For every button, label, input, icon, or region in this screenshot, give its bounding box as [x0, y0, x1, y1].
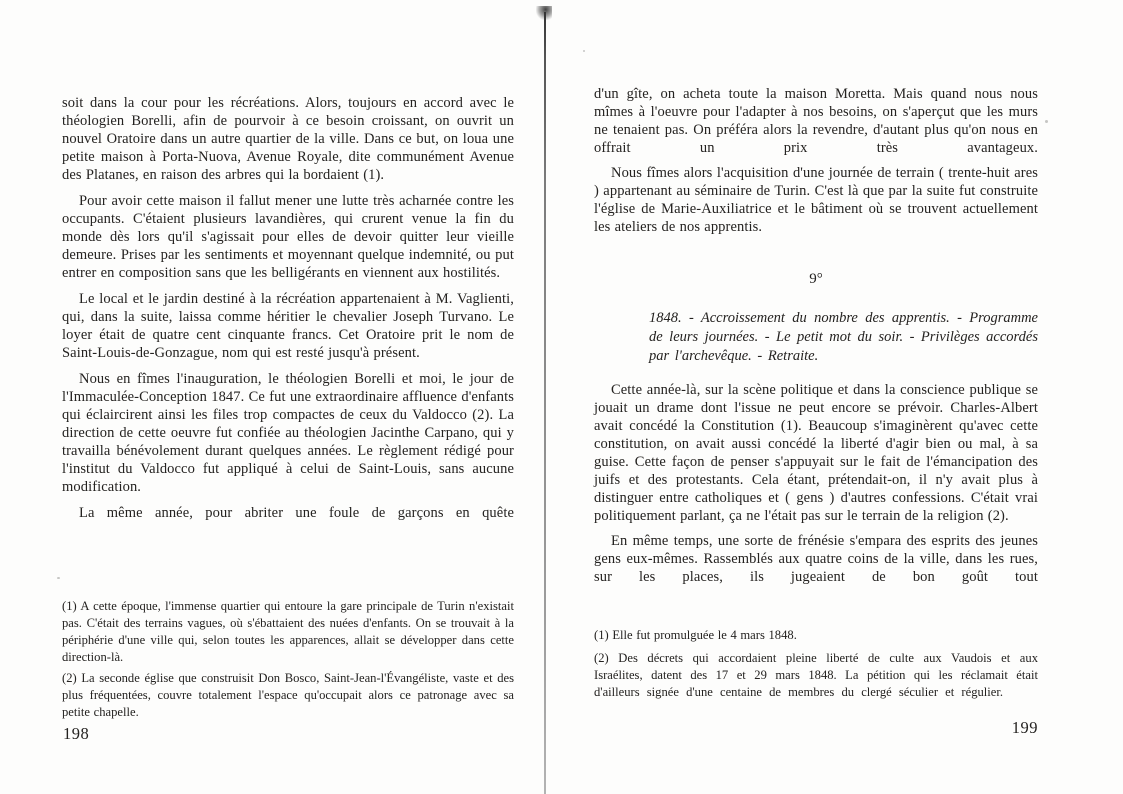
paragraph: Nous en fîmes l'inauguration, le théologien Borelli et moi, le jour de l'Immaculée-Conception 1847. Ce fut une extraordinaire affluence d'enfants qui éclaircirent ainsi les files trop compactes de ceux du Valdocco (2). La direction de cette oeuvre fut confiée au théologien Jacinthe Carpano, qui y travailla bénévolement durant quelques années. Le règlement rédigé pour l'institut du Valdocco fut appliqué à celui de Saint-Louis, sans aucune modification.	[62, 371, 514, 495]
paragraph: Nous fîmes alors l'acquisition d'une journée de terrain ( trente-huit ares ) appartenant au séminaire de Turin. C'est là que par la suite fut construite l'église de Marie-Auxiliatrice et le bâtiment où se trouvent actuellement les ateliers de nos apprentis.	[594, 165, 1038, 235]
gutter-line	[544, 12, 546, 794]
page-left	[62, 0, 514, 794]
page-number-left: 198	[63, 724, 90, 743]
scan-speck	[1045, 120, 1048, 123]
right-page-body	[594, 85, 1038, 593]
paragraph: Cette année-là, sur la scène politique et dans la conscience publique se jouait un drame dont l'issue ne peut encore se prévoir. Charles-Albert avait concédé la Constitution (1). Beaucoup s'imaginèrent qu'avec cette constitution, on avait aussi concédé la liberté d'agir bien ou mal, à sa guise. Cette façon de penser s'appuyait sur le fait de l'émancipation des juifs et des protestants. Cela étant, prétendait-on, il n'y avait plus à distinguer entre catholiques et ( gens ) d'autres confessions. C'était vrai politiquement parlant, ça ne l'était pas sur le terrain de la religion (2).	[594, 382, 1038, 524]
left-page-body	[62, 94, 514, 530]
paragraph: d'un gîte, on acheta toute la maison Moretta. Mais quand nous nous mîmes à l'oeuvre pour l'adapter à nos besoins, on s'aperçut que les murs ne tenaient pas. On préféra alors la revendre, d'autant plus qu'on nous en offrait un prix très avantageux.	[594, 86, 1038, 156]
paragraph: soit dans la cour pour les récréations. Alors, toujours en accord avec le théologien Borelli, afin de pourvoir à ce besoin croissant, on ouvrit un nouvel Oratoire dans un autre quartier de la ville. Dans ce but, on loua une petite maison à Porta-Nuova, Avenue Royale, dite communément Avenue des Platanes, en raison des arbres qui la bordaient (1).	[62, 95, 514, 183]
scan-speck	[57, 577, 60, 579]
left-page-footnotes	[62, 598, 514, 725]
scan-speck	[583, 50, 585, 52]
page-number-right: 199	[1011, 718, 1038, 737]
section-number: 9°	[809, 271, 823, 287]
footnote: (2) Des décrets qui accordaient pleine liberté de culte aux Vaudois et aux Israélites, datent des 17 et 29 mars 1848. La pétition qui les réclamait était d'ailleurs signée d'une centaine de membres du clergé séculier et régulier.	[594, 651, 1038, 699]
right-page-footnotes	[594, 627, 1038, 707]
footnote: (2) La seconde église que construisit Don Bosco, Saint-Jean-l'Évangéliste, vaste et des plus fréquentées, couvre totalement l'espace qu'occupait alors ce patronage avec sa petite chapelle.	[62, 671, 514, 719]
paragraph: La même année, pour abriter une foule de garçons en quête	[79, 505, 514, 521]
paragraph: Pour avoir cette maison il fallut mener une lutte très acharnée contre les occupants. C'étaient plusieurs lavandières, qui crurent venue la fin du monde dès lors qu'il s'agissait pour elles de devoir quitter leur vieille demeure. Prises par les sentiments et moyennant quelque indemnité, ou put entrer en composition sans que les belligérants en viennent aux hostilités.	[62, 193, 514, 281]
footnote: (1) Elle fut promulguée le 4 mars 1848.	[594, 628, 797, 642]
footnote: (1) A cette époque, l'immense quartier qui entoure la gare principale de Turin n'existait pas. C'était des terrains vagues, où s'ébattaient des nuées d'enfants. On se trouvait à la périphérie d'une ville qui, selon toutes les apparences, allait se développer dans cette direction-là.	[62, 599, 514, 664]
page-right	[594, 0, 1038, 794]
paragraph: Le local et le jardin destiné à la récréation appartenaient à M. Vaglienti, qui, dans la suite, laissa comme héritier le chevalier Joseph Turvano. Le loyer était de quatre cent cinquante francs. Cet Oratoire prit le nom de Saint-Louis-de-Gonzague, nom qui est resté jusqu'à présent.	[62, 291, 514, 361]
paragraph: En même temps, une sorte de frénésie s'empara des esprits des jeunes gens eux-mêmes. Rassemblés aux quatre coins de la ville, dans les rues, sur les places, ils jugeaient de bon goût tout	[594, 533, 1038, 585]
section-summary: 1848. - Accroissement du nombre des apprentis. - Programme de leurs journées. - Le petit mot du soir. - Privilèges accordés par l'archevêque. - Retraite.	[649, 310, 1038, 364]
